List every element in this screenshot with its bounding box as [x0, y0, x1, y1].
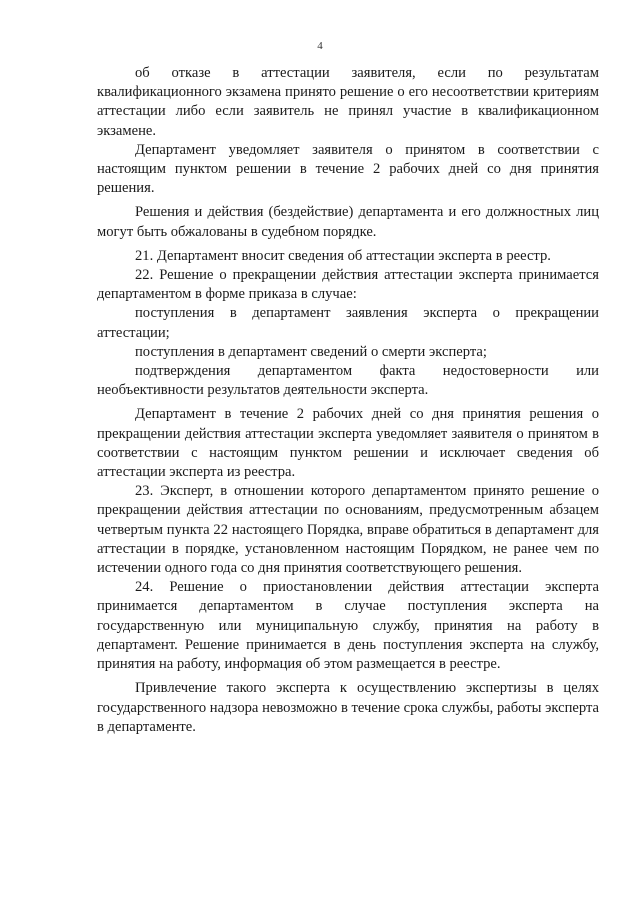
paragraph-item-22: 22. Решение о прекращении действия аттестации эксперта принимается департаментом в форме приказа в случае: [97, 267, 599, 303]
paragraph-appeal: Решения и действия (бездействие) департамента и его должностных лиц могут быть обжалованы в судебном порядке. [97, 204, 599, 240]
paragraph-expert-involvement: Привлечение такого эксперта к осуществлению экспертизы в целях государственного надзора невозможно в течение срока службы, работы эксперта в департаменте. [97, 680, 599, 735]
paragraph-item-21: 21. Департамент вносит сведения об аттестации эксперта в реестр. [135, 247, 551, 264]
page-number: 4 [317, 40, 323, 52]
paragraph-notification: Департамент уведомляет заявителя о принятом в соответствии с настоящим пунктом решении в течение 2 рабочих дней со дня принятия решения. [97, 141, 599, 197]
list-item-death-info: поступления в департамент сведений о смерти эксперта; [135, 343, 487, 360]
paragraph-termination-notice: Департамент в течение 2 рабочих дней со дня принятия решения о прекращении действия аттестации эксперта уведомляет заявителя о принятом в соответствии с настоящим пунктом решении и исключает сведения об аттестации эксперта из реестра. [97, 406, 599, 481]
paragraph-refusal-continuation: об отказе в аттестации заявителя, если по результатам квалификационного экзамена принято решение о его несоответствии критериям аттестации либо если заявитель не принял участие в квалификационном экзамене. [97, 65, 599, 139]
document-body [97, 64, 599, 737]
list-item-unreliability: подтверждения департаментом факта недостоверности или необъективности результатов деятельности эксперта. [97, 363, 599, 399]
paragraph-item-24: 24. Решение о приостановлении действия аттестации эксперта принимается департаментом в случае поступления эксперта на государственную или муниципальную службу, принятия на работу в департамент. Решение принимается в день поступления эксперта на службу, принятия на работу, информация об этом размещается в реестре. [97, 579, 599, 673]
paragraph-item-23: 23. Эксперт, в отношении которого департаментом принято решение о прекращении действия аттестации по основаниям, предусмотренным абзацем четвертым пункта 22 настоящего Порядка, вправе обратиться в департамент для аттестации в порядке, установленном настоящим Порядком, не ранее чем по истечении одного года со дня принятия соответствующего решения. [97, 483, 599, 577]
list-item-expert-application: поступления в департамент заявления эксперта о прекращении аттестации; [97, 305, 599, 341]
